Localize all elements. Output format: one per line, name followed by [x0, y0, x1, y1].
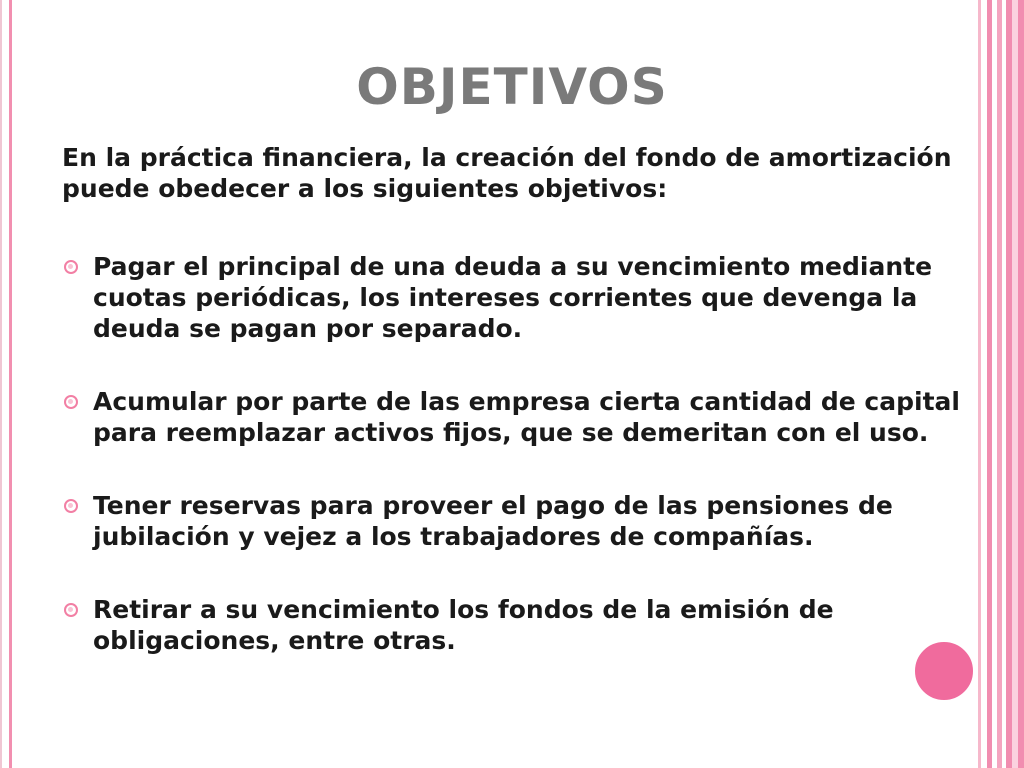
- list-item-text: Acumular por parte de las empresa cierta cantidad de capital para reemplazar activos fijos, que se demeritan con el uso.: [93, 387, 960, 447]
- list-item: [62, 490, 962, 552]
- bullet-icon: [64, 603, 78, 617]
- objectives-list: [62, 251, 962, 698]
- list-item-text: Pagar el principal de una deuda a su vencimiento mediante cuotas periódicas, los intereses corrientes que devenga la deuda se pagan por separado.: [93, 252, 933, 343]
- list-item-text: Retirar a su vencimiento los fondos de la emisión de obligaciones, entre otras.: [93, 595, 834, 655]
- bullet-icon: [64, 499, 78, 513]
- bullet-icon: [64, 395, 78, 409]
- list-item: [62, 594, 962, 656]
- list-item: [62, 386, 962, 448]
- intro-paragraph: En la práctica financiera, la creación del fondo de amortización puede obedecer a los siguientes objetivos:: [62, 143, 952, 203]
- slide-title: OBJETIVOS: [356, 58, 668, 116]
- pink-circle-decoration-icon: [912, 639, 976, 703]
- list-item: [62, 251, 962, 344]
- list-item-text: Tener reservas para proveer el pago de las pensiones de jubilación y vejez a los trabajadores de compañías.: [93, 491, 893, 551]
- bullet-icon: [64, 260, 78, 274]
